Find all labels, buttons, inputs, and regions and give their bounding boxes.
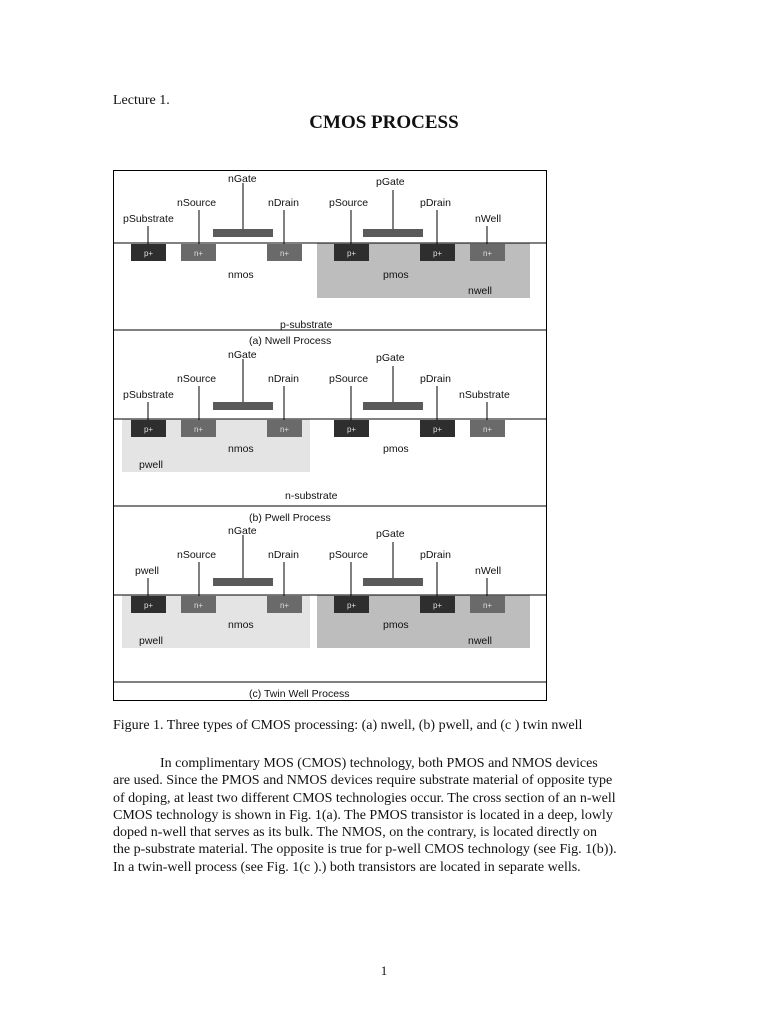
panel-caption: (c) Twin Well Process	[249, 688, 350, 700]
label-n-source: nSource	[177, 373, 217, 385]
panel-c	[113, 525, 547, 682]
label-right-contact: nSubstrate	[459, 389, 510, 401]
label-n-source: nSource	[177, 549, 217, 561]
body-line: are used. Since the PMOS and NMOS devices require substrate material of opposite type	[113, 773, 613, 789]
panel-a	[113, 173, 547, 347]
label-pmos: pmos	[383, 619, 409, 631]
diffusion-label: n+	[482, 601, 493, 610]
label-substrate: p-substrate	[280, 319, 333, 331]
body-line: the p-substrate material. The opposite is true for p-well CMOS technology (see Fig. 1(b)).	[113, 842, 617, 858]
body-line: CMOS technology is shown in Fig. 1(a). The PMOS transistor is located in a deep, lowly	[113, 807, 613, 823]
lecture-label: Lecture 1.	[113, 93, 170, 108]
label-n-gate: nGate	[228, 525, 257, 537]
label-p-drain: pDrain	[420, 197, 451, 209]
p-gate	[363, 578, 423, 586]
cmos-cross-section-figure	[113, 170, 549, 704]
diffusion-label: p+	[432, 601, 443, 610]
label-pmos: pmos	[383, 269, 409, 281]
page-number: 1	[380, 963, 388, 978]
label-p-gate: pGate	[376, 176, 405, 188]
label-n-gate: nGate	[228, 173, 257, 185]
diffusion-label: p+	[346, 249, 357, 258]
label-n-gate: nGate	[228, 349, 257, 361]
diffusion-label: p+	[432, 425, 443, 434]
body-paragraph	[113, 755, 658, 876]
diffusion-label: p+	[346, 425, 357, 434]
body-line: In a twin-well process (see Fig. 1(c ).) both transistors are located in separate wells.	[113, 859, 581, 875]
p-gate	[363, 229, 423, 237]
figure-caption: Figure 1. Three types of CMOS processing: (a) nwell, (b) pwell, and (c ) twin nwell	[113, 718, 583, 733]
label-p-gate: pGate	[376, 352, 405, 364]
diffusion-label: p+	[432, 249, 443, 258]
label-well-right: nwell	[468, 635, 492, 647]
body-line: doped n-well that serves as its bulk. The NMOS, on the contrary, is located directly on	[113, 825, 598, 841]
diffusion-label: p+	[346, 601, 357, 610]
diffusion-label: n+	[193, 249, 204, 258]
label-nmos: nmos	[228, 619, 254, 631]
page-title: CMOS PROCESS	[309, 112, 459, 133]
diffusion-label: p+	[143, 249, 154, 258]
label-nmos: nmos	[228, 269, 254, 281]
label-pmos: pmos	[383, 443, 409, 455]
diffusion-label: p+	[143, 425, 154, 434]
diffusion-label: n+	[193, 601, 204, 610]
label-substrate: n-substrate	[285, 490, 338, 502]
label-nmos: nmos	[228, 443, 254, 455]
label-left-contact: pSubstrate	[123, 389, 174, 401]
label-n-drain: nDrain	[268, 549, 299, 561]
label-n-drain: nDrain	[268, 197, 299, 209]
label-right-contact: nWell	[475, 565, 502, 577]
label-n-drain: nDrain	[268, 373, 299, 385]
body-line	[113, 755, 658, 772]
diffusion-label: n+	[482, 425, 493, 434]
label-right-contact: nWell	[475, 213, 502, 225]
panel-b	[113, 349, 547, 524]
label-n-source: nSource	[177, 197, 217, 209]
body-line-text: In complimentary MOS (CMOS) technology, both PMOS and NMOS devices	[160, 756, 598, 771]
label-well-left: pwell	[139, 459, 163, 471]
p-gate	[363, 402, 423, 410]
diffusion-label: n+	[279, 601, 290, 610]
n-gate	[213, 578, 273, 586]
panel-caption: (b) Pwell Process	[249, 512, 331, 524]
diffusion-label: n+	[279, 425, 290, 434]
diffusion-label: n+	[193, 425, 204, 434]
panel-caption: (a) Nwell Process	[249, 335, 332, 347]
diffusion-label: p+	[143, 601, 154, 610]
n-gate	[213, 229, 273, 237]
label-p-gate: pGate	[376, 528, 405, 540]
n-gate	[213, 402, 273, 410]
body-line: of doping, at least two different CMOS technologies occur. The cross section of an n-well	[113, 790, 616, 806]
label-p-drain: pDrain	[420, 373, 451, 385]
label-well-right: nwell	[468, 285, 492, 297]
label-left-contact: pwell	[135, 565, 159, 577]
label-left-contact: pSubstrate	[123, 213, 174, 225]
diffusion-label: n+	[482, 249, 493, 258]
label-p-source: pSource	[329, 549, 369, 561]
label-p-drain: pDrain	[420, 549, 451, 561]
label-p-source: pSource	[329, 373, 369, 385]
label-p-source: pSource	[329, 197, 369, 209]
diffusion-label: n+	[279, 249, 290, 258]
label-well-left: pwell	[139, 635, 163, 647]
